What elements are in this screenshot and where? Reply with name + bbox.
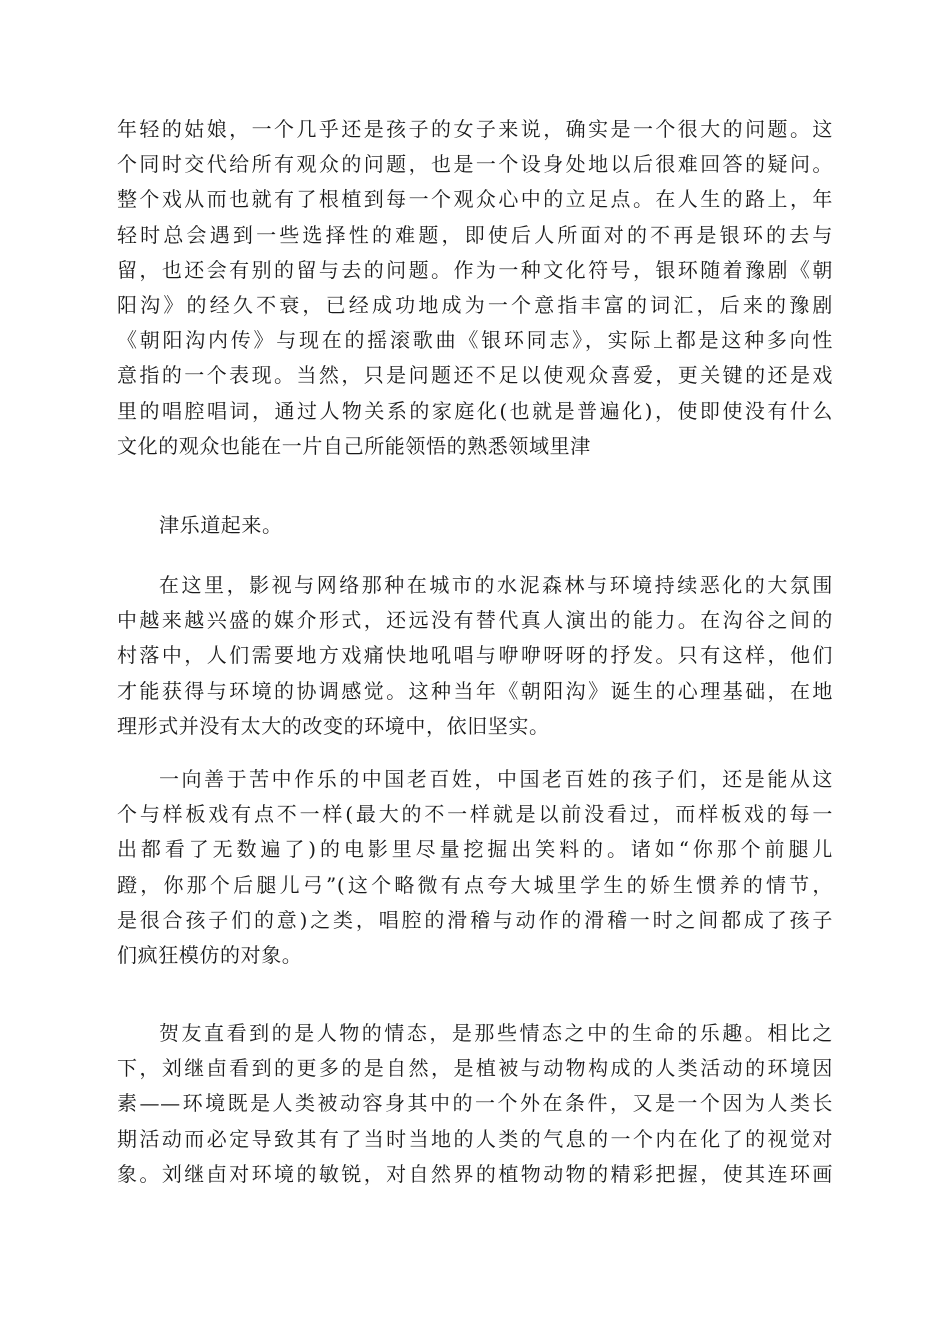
paragraph-2 — [117, 508, 833, 543]
text-line: 轻时总会遇到一些选择性的难题，即使后人所面对的不再是银环的去与 — [117, 222, 833, 247]
text-line: 素——环境既是人类被动容身其中的一个外在条件，又是一个因为人类长 — [117, 1091, 833, 1116]
text-line: 理形式并没有太大的改变的环境中，依旧坚实。 — [117, 713, 550, 738]
text-line: 年轻的姑娘，一个几乎还是孩子的女子来说，确实是一个很大的问题。这 — [117, 117, 833, 141]
text-line: 才能获得与环境的协调感觉。这种当年《朝阳沟》诞生的心理基础，在地 — [117, 678, 833, 703]
text-line: 阳沟》的经久不衰，已经成功地成为一个意指丰富的词汇，后来的豫剧 — [117, 293, 833, 318]
text-line: 村落中，人们需要地方戏痛快地吼唱与咿咿呀呀的抒发。只有这样，他们 — [117, 643, 833, 668]
text-line: 《朝阳沟内传》与现在的摇滚歌曲《银环同志》，实际上都是这种多向性 — [117, 328, 833, 353]
text-line: 期活动而必定导致其有了当时当地的人类的气息的一个内在化了的视觉对 — [117, 1126, 833, 1151]
paragraph-1 — [117, 112, 833, 464]
text-line: 意指的一个表现。当然，只是问题还不足以使观众喜爱，更关键的还是戏 — [117, 363, 833, 388]
text-line: 里的唱腔唱词，通过人物关系的家庭化(也就是普遍化)，使即使没有什么 — [117, 398, 833, 423]
paragraph-3 — [117, 568, 833, 744]
text-line: 留，也还会有别的留与去的问题。作为一种文化符号，银环随着豫剧《朝 — [117, 257, 833, 282]
text-line: 中越来越兴盛的媒介形式，还远没有替代真人演出的能力。在沟谷之间的 — [117, 608, 833, 633]
text-line: 出都看了无数遍了)的电影里尽量挖掘出笑料的。诸如“你那个前腿儿 — [117, 837, 833, 862]
text-line: 是很合孩子们的意)之类，唱腔的滑稽与动作的滑稽一时之间都成了孩子 — [117, 907, 833, 932]
text-line: 在这里，影视与网络那种在城市的水泥森林与环境持续恶化的大氛围 — [159, 573, 833, 597]
paragraph-4 — [117, 762, 833, 973]
text-line: 们疯狂模仿的对象。 — [117, 943, 303, 968]
paragraph-5 — [117, 1016, 833, 1192]
text-line: 蹬，你那个后腿儿弓”(这个略微有点夸大城里学生的娇生惯养的情节， — [117, 872, 833, 897]
text-line: 整个戏从而也就有了根植到每一个观众心中的立足点。在人生的路上，年 — [117, 187, 833, 212]
text-line: 文化的观众也能在一片自己所能领悟的熟悉领域里津 — [117, 433, 591, 458]
text-line: 个与样板戏有点不一样(最大的不一样就是以前没看过，而样板戏的每一 — [117, 802, 833, 827]
text-line: 贺友直看到的是人物的情态，是那些情态之中的生命的乐趣。相比之 — [159, 1021, 833, 1045]
text-line: 个同时交代给所有观众的问题，也是一个设身处地以后很难回答的疑问。 — [117, 152, 833, 177]
text-line: 下，刘继卣看到的更多的是自然，是植被与动物构成的人类活动的环境因 — [117, 1056, 833, 1081]
text-line: 一向善于苦中作乐的中国老百姓，中国老百姓的孩子们，还是能从这 — [159, 767, 833, 791]
text-line: 津乐道起来。 — [159, 513, 283, 537]
text-line: 象。刘继卣对环境的敏锐，对自然界的植物动物的精彩把握，使其连环画 — [117, 1161, 833, 1186]
